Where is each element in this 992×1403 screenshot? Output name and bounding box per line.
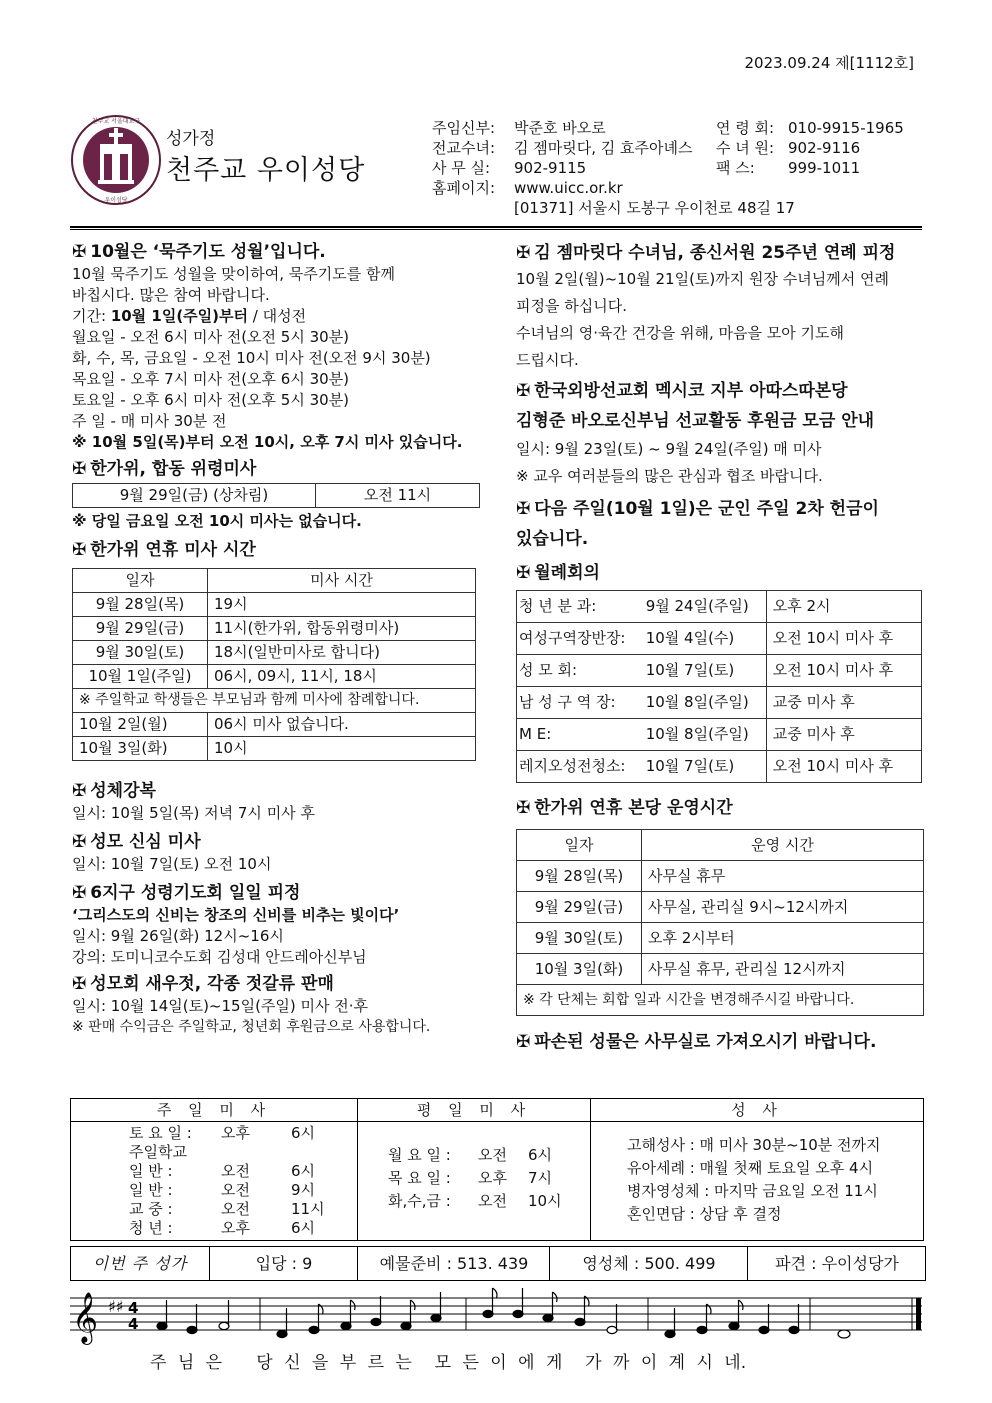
bullet-icon: ✠ (516, 1032, 531, 1052)
address: [01371] 서울시 도봉구 우이천로 48길 17 (514, 199, 795, 217)
bullet-icon: ✠ (72, 242, 87, 262)
org-subtitle: 성가정 (166, 129, 216, 149)
bullet-icon: ✠ (72, 883, 87, 903)
hymns-bar (70, 1246, 926, 1281)
entrance-hymn: 입당 : 9 (211, 1247, 358, 1280)
music-staff (70, 1286, 930, 1346)
sharp-icon: ♯♯ (108, 1297, 124, 1316)
right-column: ✠ 김 젬마릿다 수녀님, 종신서원 25주년 연례 피정 10월 2일(월)~10월 21일(토)까지 원장 수녀님께서 연례 피정을 하십니다. 수녀님의 영·육간 건강을 위해, 마음을 모아 기도해 드립시다. ✠ 한국외방선교회 멕시코 지부 아따스따본당 김형준 바오로신부님 선교활동 후원금 모금 안내 일시: 9월 23일(토) ~ 9월 24일(주일) 매 미사 ※ 교우 여러분들의 많은 관심과 협조 바랍니다. ✠ 다음 주일(10월 1일)은 군인 주일 2차 헌금이 있습니다. ✠ 월례회의 청 년 분 과: 9월 24일(주일) 오후 2시 여성구역장반장: 10월 4일(수) 오전 10시 미사 후 성 모 회: 10월 7일(토) 오전 10시 미사 후 남 성 구 역 장: 10월 8일(주일) 교중 미사 후 M E: 10월 8일(주일) 교중 미사 후 레지오성전청소: 10월 7일(토) 오전 10시 미사 후 ✠ 한가위 연휴 본당 운영시간 일자 운영 시간 9월 28일(목) 사무실 휴무 9월 29일(금) 사무실, 관리실 9시~12시까지 9월 30일(토) 오후 2시부터 10월 3일(화) 사무실 휴무, 관리실 12시까지 ※ 각 단체는 회합 일과 시간을 변경해주시길 바랍니다. ✠ 파손된 성물은 사무실로 가져오시기 바랍니다. (516, 240, 926, 1054)
monthly-meetings-table: 청 년 분 과: 9월 24일(주일) 오후 2시 여성구역장반장: 10월 4일(수) 오전 10시 미사 후 성 모 회: 10월 7일(토) 오전 10시 미사 후 남 성 구 역 장: 10월 8일(주일) 교중 미사 후 M E: 10월 8일(주일) 교중 미사 후 레지오성전청소: 10월 7일(토) 오전 10시 미사 후 (516, 590, 922, 783)
parish-seal-logo (70, 114, 162, 206)
issue-date: 2023.09.24 제[1112호] (744, 54, 914, 72)
memorial-mass-table: 9월 29일(금) (상차림) 오전 11시 (72, 483, 480, 508)
bullet-icon: ✠ (72, 540, 87, 560)
holiday-mass-table: 일자 미사 시간 9월 28일(목) 19시 9월 29일(금) 11시(한가위, 합동위령미사) 9월 30일(토) 18시(일반미사로 합니다) 10월 1일(주일) 06시, 09시, 11시, 18시 ※ 주일학교 학생들은 부모님과 함께 미사에 참례합니다. 10월 2일(월) 06시 미사 없습니다. 10월 3일(화) 10시 (72, 568, 476, 761)
hymn-lyrics: 주 님 은 당 신 을 부 르 는 모 든 이 에 게 가 까 이 계 시 네. (150, 1353, 747, 1373)
bullet-icon: ✠ (72, 832, 87, 852)
bullet-icon: ✠ (516, 243, 531, 263)
bullet-icon: ✠ (516, 563, 531, 583)
bullet-icon: ✠ (516, 381, 531, 401)
svg-text:4: 4 (128, 1299, 139, 1317)
homepage-link: www.uicc.or.kr (514, 179, 623, 197)
bullet-icon: ✠ (72, 459, 87, 479)
offertory-hymn: 예물준비 : 513. 439 (359, 1247, 550, 1280)
treble-clef-icon: 𝄞 (72, 1292, 99, 1343)
communion-hymn: 영성체 : 500. 499 (551, 1247, 748, 1280)
hymns-label: 이번 주 성가 (71, 1247, 210, 1280)
bullet-icon: ✠ (72, 974, 87, 994)
parish-info: 주임신부: 박준호 바오로 연 령 회: 010-9915-1965 전교수녀: 김 젬마릿다, 김 효주아녜스 수 녀 원: 902-9116 사 무 실: 902-9115 팩 스: 999-1011 홈페이지: www.uicc.or.kr [01371] 서울시 도봉구 우이천로 48길 17 (432, 119, 904, 217)
svg-text:우이성당: 우이성당 (104, 197, 128, 204)
mass-schedule-table: 주 일 미 사 평 일 미 사 성 사 토 요 일 : 오후 6시 주일학교 일 반 : 오전 6시 일 반 : 오전 9시 교 중 : 오전 11시 청 년 : 오후 6시 월 요 일 : 오전 6시 목 요 일 : 오후 7시 화,수,금 : 오전 10시 고해성사 : 매 미사 30분~10분 전까지 유아세례 : 매월 첫째 토요일 오후 4시 병자영성체 : 마지막 금요일 오전 11시 혼인면담 : 상담 후 결정 (70, 1098, 924, 1241)
svg-text:4: 4 (128, 1315, 139, 1333)
office-hours-table: 일자 운영 시간 9월 28일(목) 사무실 휴무 9월 29일(금) 사무실, 관리실 9시~12시까지 9월 30일(토) 오후 2시부터 10월 3일(화) 사무실 휴무, 관리실 12시까지 ※ 각 단체는 회합 일과 시간을 변경해주시길 바랍니다. (516, 829, 924, 1016)
left-column: ✠ 10월은 ‘묵주기도 성월’입니다. 10월 묵주기도 성월을 맞이하여, 묵주기도를 함께 바칩시다. 많은 참여 바랍니다. 기간: 10월 1일(주일)부터 / 대성전 월요일 - 오전 6시 미사 전(오전 5시 30분) 화, 수, 목, 금요일 - 오전 10시 미사 전(오전 9시 30분) 목요일 - 오후 7시 미사 전(오후 6시 30분) 토요일 - 오후 6시 미사 전(오후 5시 30분) 주 일 - 매 미사 30분 전 ※ 10월 5일(목)부터 오전 10시, 오후 7시 미사 있습니다. ✠ 한가위, 합동 위령미사 9월 29일(금) (상차림) 오전 11시 ※ 당일 금요일 오전 10시 미사는 없습니다. ✠ 한가위 연휴 미사 시간 일자 미사 시간 9월 28일(목) 19시 9월 29일(금) 11시(한가위, 합동위령미사) 9월 30일(토) 18시(일반미사로 합니다) 10월 1일(주일) 06시, 09시, 11시, 18시 ※ 주일학교 학생들은 부모님과 함께 미사에 참례합니다. 10월 2일(월) 06시 미사 없습니다. 10월 3일(화) 10시 ✠ 성체강복 일시: 10월 5일(목) 저녁 7시 미사 후 ✠ 성모 신심 미사 일시: 10월 7일(토) 오전 10시 ✠ 6지구 성령기도회 일일 피정 ‘그리스도의 신비는 창조의 신비를 비추는 빛이다’ 일시: 9월 26일(화) 12시~16시 강의: 도미니코수도회 김성대 안드레아신부님 ✠ 성모회 새우젓, 각종 젓갈류 판매 일시: 10월 14일(토)~15일(주일) 미사 전·후 ※ 판매 수익금은 주일학교, 청년회 후원금으로 사용합니다. (72, 240, 492, 1038)
bullet-icon: ✠ (516, 499, 531, 519)
bullet-icon: ✠ (516, 798, 531, 818)
svg-text:천주교 서울대교구: 천주교 서울대교구 (91, 118, 141, 125)
dismissal-hymn: 파견 : 우이성당가 (775, 1254, 899, 1273)
org-name: 천주교 우이성당 (166, 155, 366, 186)
header-divider (70, 226, 922, 228)
bullet-icon: ✠ (72, 781, 87, 801)
